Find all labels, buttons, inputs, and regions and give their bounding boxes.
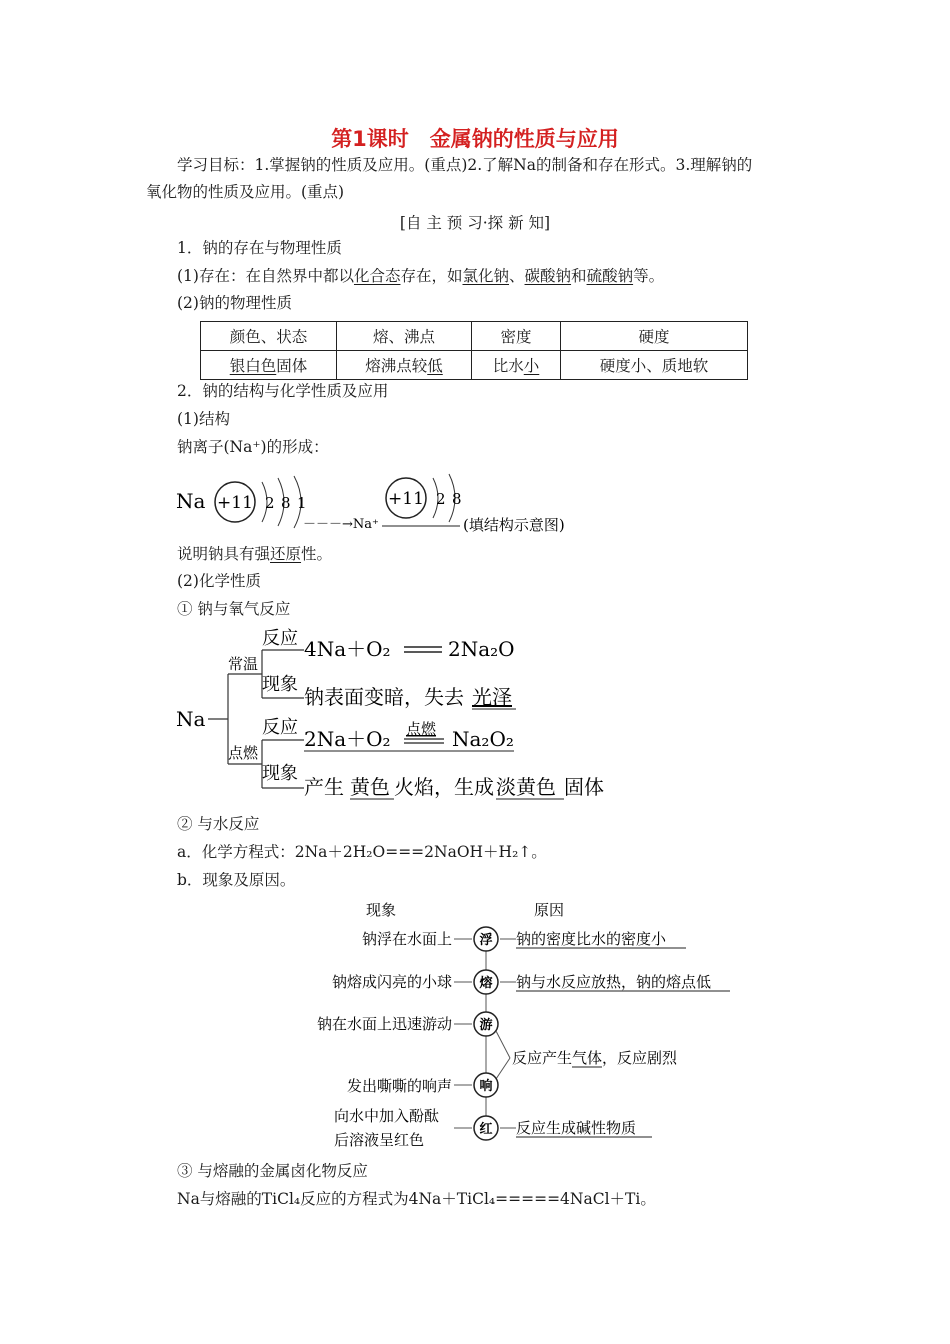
chem-heading: (2)化学性质 <box>177 572 261 590</box>
key-char-melt: 熔 <box>479 976 493 991</box>
water-heading: ② 与水反应 <box>177 815 260 833</box>
label-phenomenon: 现象 <box>262 763 298 784</box>
cell-text: 比水 <box>492 357 524 375</box>
phenomenon-text: 产生 <box>304 775 344 799</box>
table-cell <box>472 351 561 380</box>
sodium-structure-diagram <box>170 470 610 540</box>
struct-heading: (1)结构 <box>177 410 230 428</box>
objectives-line-1: 学习目标：1.掌握钠的性质及应用。(重点)2.了解Na的制备和存在形式。3.理解钠的 <box>177 156 753 174</box>
key-char-red: 红 <box>479 1122 493 1137</box>
existence-text: 和 <box>571 267 587 285</box>
phenomenon-1: 钠浮在水面上 <box>361 930 452 948</box>
reason-3-4: ，反应剧烈 <box>602 1049 678 1067</box>
phenomenon-text: 火焰，生成 <box>394 775 494 799</box>
reason-3-4: 反应产生 <box>512 1049 573 1067</box>
phenomenon-5b: 后溶液呈红色 <box>334 1131 425 1149</box>
cell-text: 熔沸点较 <box>365 357 428 375</box>
existence-line <box>177 265 664 287</box>
phenomenon-answer: 黄色 <box>350 775 390 799</box>
s1-heading: 1．钠的存在与物理性质 <box>177 239 342 257</box>
table-cell <box>337 351 472 380</box>
label-phenomenon: 现象 <box>262 674 298 695</box>
phenomenon-answer: 淡黄色 <box>496 775 556 799</box>
phenomenon-answer: 光泽 <box>472 685 512 709</box>
key-char-sound: 响 <box>479 1079 493 1094</box>
reducing-line <box>177 543 332 565</box>
table-cell: 硬度小、质地软 <box>561 351 748 380</box>
cell-answer: 小 <box>523 357 540 375</box>
table-header: 硬度 <box>561 322 748 351</box>
fill-hint: (填结构示意图) <box>463 516 565 534</box>
phenomenon-3: 钠在水面上迅速游动 <box>316 1015 452 1033</box>
condition-ignite: 点燃 <box>228 744 259 762</box>
shell-count: 2 <box>265 494 275 512</box>
shell-count: 8 <box>281 494 291 512</box>
existence-answer-3: 碳酸钠 <box>524 267 572 285</box>
equation-condition: 点燃 <box>406 720 437 738</box>
equation-right: Na₂O₂ <box>452 727 514 751</box>
cell-text: 固体 <box>276 357 308 375</box>
na-atom-label: Na <box>176 489 206 513</box>
reducing-text: 性。 <box>301 545 333 563</box>
halide-equation: Na与熔融的TiCl₄反应的方程式为4Na＋TiCl₄=====4NaCl＋Ti。 <box>177 1190 656 1208</box>
connector-line <box>496 1058 510 1079</box>
objectives-line-2: 氧化物的性质及应用。(重点) <box>146 183 345 201</box>
table-header: 熔、沸点 <box>337 322 472 351</box>
existence-text: (1)存在：在自然界中都以 <box>177 267 354 285</box>
shell-count: 8 <box>452 490 462 508</box>
equation-left: 4Na＋O₂ <box>304 637 391 661</box>
nucleus-charge-ion: +11 <box>388 489 424 509</box>
table-row <box>201 351 748 380</box>
phenomenon-text: 固体 <box>564 775 604 799</box>
phys-heading: (2)钠的物理性质 <box>177 294 292 312</box>
column-header-reason: 原因 <box>534 901 565 919</box>
water-phenomenon-heading: b．现象及原因。 <box>177 871 296 889</box>
phenomenon-2: 钠熔成闪亮的小球 <box>331 973 452 991</box>
table-header-row <box>201 322 748 351</box>
column-header-phenomenon: 现象 <box>366 901 397 919</box>
sodium-water-diagram <box>290 895 750 1155</box>
existence-answer-2: 氯化钠 <box>462 267 510 285</box>
reducing-text: 说明钠具有强 <box>177 545 271 563</box>
table-header: 密度 <box>472 322 561 351</box>
existence-text: 等。 <box>633 267 665 285</box>
table-header: 颜色、状态 <box>201 322 337 351</box>
water-equation: a．化学方程式：2Na＋2H₂O===2NaOH＋H₂↑。 <box>177 843 547 861</box>
table-cell <box>201 351 337 380</box>
phenomenon-5a: 向水中加入酚酞 <box>334 1107 440 1125</box>
ion-formation-label: 钠离子(Na⁺)的形成： <box>177 438 329 456</box>
reason-5: 反应生成碱性物质 <box>516 1119 637 1137</box>
connector-line <box>496 1031 510 1058</box>
halide-heading: ③ 与熔融的金属卤化物反应 <box>177 1162 368 1180</box>
shell-count: 1 <box>297 494 307 512</box>
existence-answer-4: 硫酸钠 <box>586 267 634 285</box>
reducing-answer: 还原 <box>270 545 302 563</box>
label-reaction: 反应 <box>262 628 298 649</box>
reason-1: 钠的密度比水的密度小 <box>516 930 667 948</box>
equation-left: 2Na＋O₂ <box>304 727 391 751</box>
equation-right: 2Na₂O <box>448 637 515 661</box>
reason-3-4-answer: 气体 <box>572 1049 603 1067</box>
nucleus-charge-atom: +11 <box>217 493 253 513</box>
s2-heading: 2．钠的结构与化学性质及应用 <box>177 382 389 400</box>
phenomenon-text: 钠表面变暗，失去 <box>304 685 464 709</box>
existence-text: 、 <box>509 267 525 285</box>
key-char-float: 浮 <box>479 933 493 948</box>
page-title: 第1课时 金属钠的性质与应用 <box>331 127 619 151</box>
phenomenon-4: 发出嘶嘶的响声 <box>346 1077 452 1095</box>
sodium-oxygen-diagram <box>170 622 630 807</box>
key-char-swim: 游 <box>479 1018 493 1033</box>
section-header: [自 主 预 习·探 新 知] <box>399 214 551 232</box>
label-reaction: 反应 <box>262 717 298 738</box>
arrow-to-ion: －－－→Na⁺ <box>303 517 379 532</box>
shell-count: 2 <box>436 490 446 508</box>
na-label: Na <box>176 707 206 731</box>
condition-normal-temp: 常温 <box>228 655 259 673</box>
existence-answer-1: 化合态 <box>353 267 401 285</box>
o2-heading: ① 钠与氧气反应 <box>177 600 291 618</box>
existence-text: 存在，如 <box>400 267 463 285</box>
cell-answer: 银白色 <box>229 357 277 375</box>
cell-answer: 低 <box>427 357 443 375</box>
reason-2: 钠与水反应放热，钠的熔点低 <box>516 973 712 991</box>
physical-properties-table <box>200 321 748 380</box>
